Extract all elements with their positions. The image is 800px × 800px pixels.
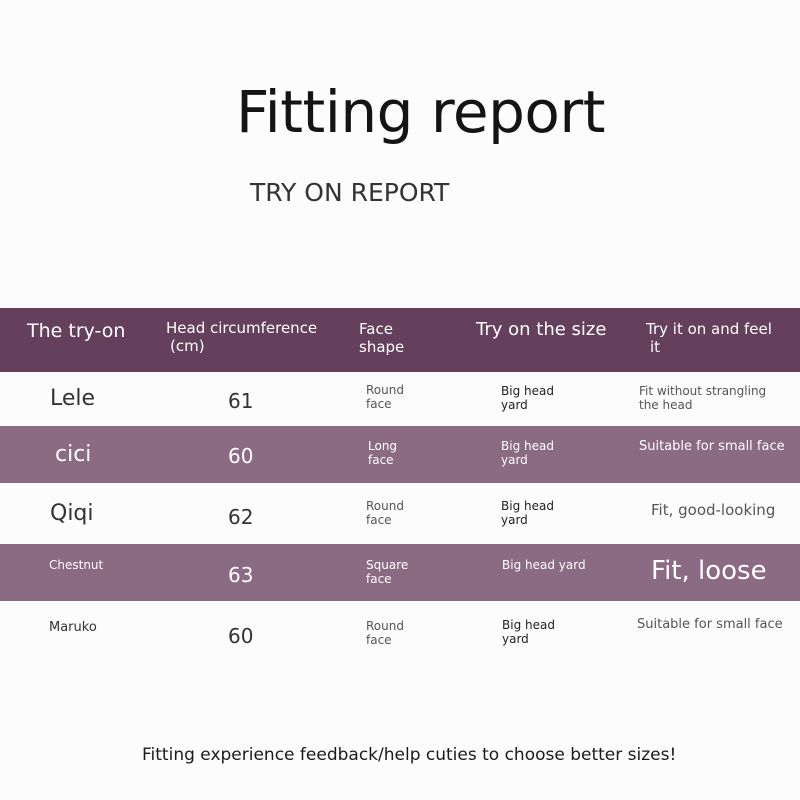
feel-value: Suitable for small face bbox=[637, 617, 783, 632]
face-shape: Round bbox=[366, 499, 404, 513]
size-value: Big head yard bbox=[502, 558, 586, 572]
header-feel-2: it bbox=[650, 338, 661, 356]
page-title: Fitting report bbox=[236, 78, 606, 146]
circumference-value: 61 bbox=[228, 389, 254, 413]
header-circumference-unit: (cm) bbox=[170, 337, 205, 355]
tryon-name: Maruko bbox=[49, 620, 97, 635]
face-shape-2: face bbox=[368, 453, 394, 467]
tryon-name: Qiqi bbox=[50, 501, 94, 526]
tryon-name: Chestnut bbox=[49, 558, 104, 572]
face-shape: Round bbox=[366, 619, 404, 633]
feel-value: Fit without strangling bbox=[639, 384, 767, 398]
face-shape-2: face bbox=[366, 633, 392, 647]
size-value: Big head bbox=[501, 499, 554, 513]
circumference-value: 63 bbox=[228, 563, 254, 587]
header-circumference: Head circumference bbox=[166, 319, 318, 337]
size-value-2: yard bbox=[502, 632, 529, 646]
face-shape-2: face bbox=[366, 513, 392, 527]
table-row bbox=[0, 372, 800, 429]
header-tryon: The try-on bbox=[27, 320, 126, 342]
feel-value: Fit, loose bbox=[651, 556, 767, 586]
face-shape-2: face bbox=[366, 572, 392, 586]
header-feel: Try it on and feel bbox=[646, 320, 772, 338]
header-face-shape: shape bbox=[359, 338, 405, 356]
size-value: Big head bbox=[501, 384, 554, 398]
face-shape-2: face bbox=[366, 397, 392, 411]
table-row bbox=[0, 544, 800, 601]
face-shape: Long bbox=[368, 439, 398, 453]
circumference-value: 60 bbox=[228, 444, 254, 468]
feel-value-2: the head bbox=[639, 398, 693, 412]
size-value-2: yard bbox=[501, 398, 528, 412]
table-row bbox=[0, 426, 800, 483]
size-value: Big head bbox=[502, 618, 555, 632]
circumference-value: 60 bbox=[228, 624, 254, 648]
header-face: Face bbox=[359, 320, 393, 338]
tryon-name: cici bbox=[55, 442, 92, 467]
size-value-2: yard bbox=[501, 453, 528, 467]
tryon-name: Lele bbox=[50, 386, 96, 411]
face-shape: Square bbox=[366, 558, 409, 572]
size-value: Big head bbox=[501, 439, 554, 453]
header-size: Try on the size bbox=[476, 319, 607, 340]
table-row bbox=[0, 604, 800, 661]
table-header bbox=[0, 308, 800, 372]
feel-value: Fit, good-looking bbox=[651, 501, 776, 519]
size-value-2: yard bbox=[501, 513, 528, 527]
feel-value: Suitable for small face bbox=[639, 439, 785, 454]
face-shape: Round bbox=[366, 383, 404, 397]
footer-note: Fitting experience feedback/help cuties to choose better sizes! bbox=[142, 745, 677, 765]
circumference-value: 62 bbox=[228, 505, 254, 529]
table-row bbox=[0, 485, 800, 542]
page-subtitle: TRY ON REPORT bbox=[250, 178, 450, 207]
